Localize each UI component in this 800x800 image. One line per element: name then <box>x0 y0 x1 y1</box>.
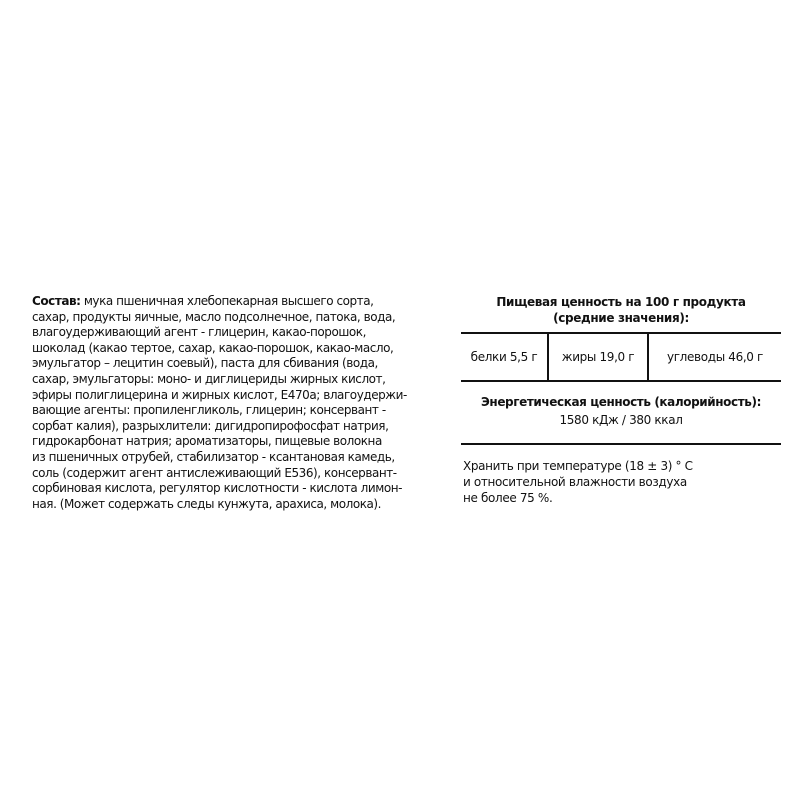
section-divider <box>461 443 781 445</box>
carbs-cell: углеводы 46,0 г <box>666 350 764 364</box>
fat-cell: жиры 19,0 г <box>549 334 649 380</box>
composition-line: эмульгатор – лецитин соевый), паста для сбивания (вода, <box>32 356 378 371</box>
nutrition-table <box>461 332 781 382</box>
composition-label: Состав: <box>32 294 81 308</box>
composition-line: соль (содержит агент антислеживающий Е536), консервант- <box>32 465 397 480</box>
composition-line: влагоудерживающий агент - глицерин, какао-порошок, <box>32 325 366 340</box>
protein-cell: белки 5,5 г <box>461 334 549 380</box>
composition-line: сорбиновая кислота, регулятор кислотности - кислота лимон- <box>32 481 403 496</box>
nutrition-title <box>462 294 780 326</box>
nutrition-title-line: Пищевая ценность на 100 г продукта <box>496 295 746 309</box>
composition-line <box>32 294 452 310</box>
nutrition-subtitle-line: (средние значения): <box>553 311 689 325</box>
energy-title: Энергетическая ценность (калорийность): <box>481 395 761 409</box>
storage-conditions <box>463 458 781 506</box>
energy-value: 1580 кДж / 380 ккал <box>559 413 683 427</box>
composition-line: шоколад (какао тертое, сахар, какао-порошок, какао-масло, <box>32 340 394 355</box>
storage-line: и относительной влажности воздуха <box>463 475 687 489</box>
composition-line: гидрокарбонат натрия; ароматизаторы, пищевые волокна <box>32 434 382 449</box>
composition-line: сахар, эмульгаторы: моно- и диглицериды жирных кислот, <box>32 371 386 386</box>
composition-line: сорбат калия), разрыхлители: дигидропирофосфат натрия, <box>32 418 389 433</box>
storage-line: Хранить при температуре (18 ± 3) ° С <box>463 459 693 473</box>
composition-line: эфиры полиглицерина и жирных кислот, Е470а; влагоудержи- <box>32 387 407 402</box>
composition-text: мука пшеничная хлебопекарная высшего сорта, <box>80 294 374 308</box>
composition-line: сахар, продукты яичные, масло подсолнечное, патока, вода, <box>32 309 396 324</box>
composition-line: вающие агенты: пропиленгликоль, глицерин; консервант - <box>32 403 386 418</box>
storage-line: не более 75 %. <box>463 491 553 505</box>
composition-line: ная. (Может содержать следы кунжута, арахиса, молока). <box>32 496 382 511</box>
composition-block <box>32 294 452 512</box>
composition-line: из пшеничных отрубей, стабилизатор - ксантановая камедь, <box>32 449 395 464</box>
